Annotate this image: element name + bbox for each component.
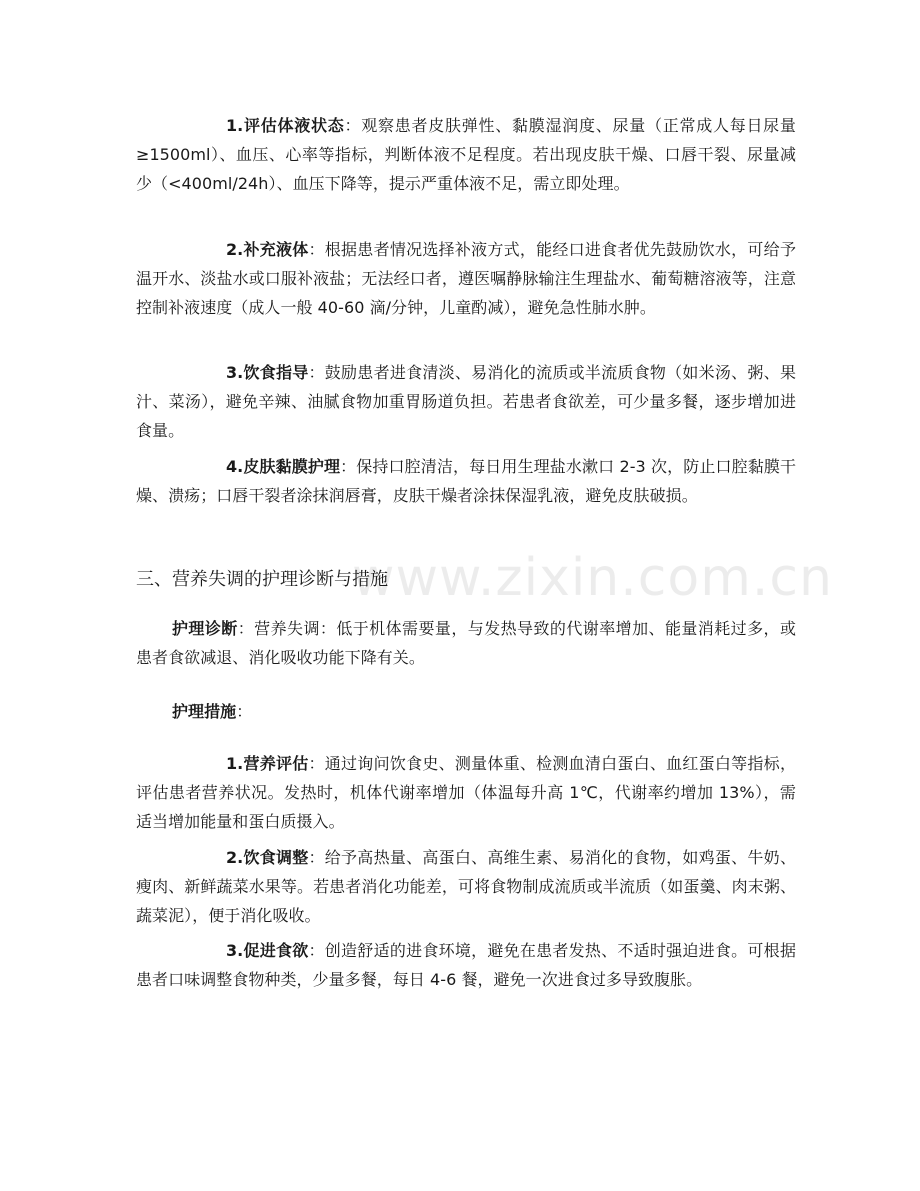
item-number: 1. [226,754,244,773]
diagnosis-label: 护理诊断 [172,619,238,638]
item-body: ：给予高热量、高蛋白、高维生素、易消化的食物，如鸡蛋、牛奶、瘦肉、新鲜蔬菜水果等。若患者消化功能差，可将食物制成流质或半流质（如蛋羹、肉末粥、蔬菜泥），便于消化吸收。 [136,848,796,926]
diagnosis-text: ：营养失调：低于机体需要量，与发热导致的代谢率增加、能量消耗过多，或患者食欲减退、消化吸收功能下降有关。 [136,619,797,668]
fluid-item-4 [136,452,796,510]
item-title: 评估体液状态 [243,116,345,135]
item-body: ：保持口腔清洁，每日用生理盐水漱口 2-3 次，防止口腔黏膜干燥、溃疡；口唇干裂者涂抹润唇膏，皮肤干燥者涂抹保湿乳液，避免皮肤破损。 [136,457,796,506]
item-title: 皮肤黏膜护理 [243,457,341,476]
item-body: ：观察患者皮肤弹性、黏膜湿润度、尿量（正常成人每日尿量≥1500ml）、血压、心率等指标，判断体液不足程度。若出现皮肤干燥、口唇干裂、尿量减少（<400ml/24h）、血压下降等，提示严重体液不足，需立即处理。 [136,116,796,194]
fluid-item-2 [136,235,796,323]
section-heading: 三、营养失调的护理诊断与措施 [136,569,388,590]
fluid-item-1 [136,111,796,199]
nutrition-item-1 [136,749,796,837]
item-number: 4. [226,457,244,476]
item-number: 3. [226,363,244,382]
item-number: 2. [226,848,244,867]
measures-label: 护理措施 [172,702,237,721]
nursing-measures-heading [172,697,792,726]
item-number: 3. [226,941,244,960]
nursing-diagnosis [136,614,796,672]
item-title: 营养评估 [243,754,309,773]
item-title: 饮食指导 [243,363,309,382]
watermark-text: www.zixin.com.cn [352,548,833,608]
nutrition-item-2 [136,843,796,931]
item-body: ：根据患者情况选择补液方式，能经口进食者优先鼓励饮水，可给予温开水、淡盐水或口服补液盐；无法经口者，遵医嘱静脉输注生理盐水、葡萄糖溶液等，注意控制补液速度（成人一般 40-60 滴/分钟，儿童酌减），避免急性肺水肿。 [136,240,796,318]
item-title: 饮食调整 [243,848,309,867]
item-title: 补充液体 [243,240,309,259]
item-body: ：创造舒适的进食环境，避免在患者发热、不适时强迫进食。可根据患者口味调整食物种类，少量多餐，每日 4-6 餐，避免一次进食过多导致腹胀。 [136,941,796,990]
item-title: 促进食欲 [243,941,309,960]
fluid-item-3 [136,358,796,446]
measures-colon: ： [236,702,253,721]
item-number: 1. [226,116,244,135]
item-body: ：通过询问饮食史、测量体重、检测血清白蛋白、血红蛋白等指标，评估患者营养状况。发热时，机体代谢率增加（体温每升高 1℃，代谢率约增加 13%），需适当增加能量和蛋白质摄入。 [136,754,796,832]
item-body: ：鼓励患者进食清淡、易消化的流质或半流质食物（如米汤、粥、果汁、菜汤），避免辛辣、油腻食物加重胃肠道负担。若患者食欲差，可少量多餐，逐步增加进食量。 [136,363,796,441]
nutrition-item-3 [136,936,796,994]
item-number: 2. [226,240,244,259]
